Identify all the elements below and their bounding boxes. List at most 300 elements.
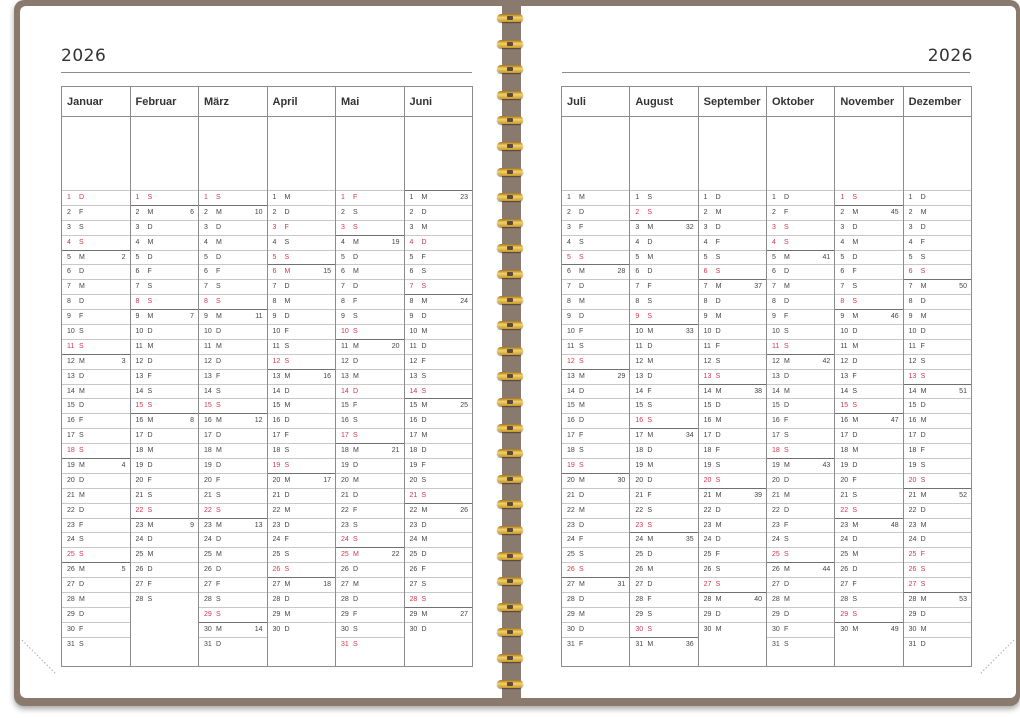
day-row[interactable] bbox=[835, 235, 902, 250]
day-row[interactable] bbox=[62, 264, 130, 279]
day-row[interactable] bbox=[405, 279, 473, 294]
day-row[interactable] bbox=[904, 473, 971, 488]
day-row[interactable] bbox=[630, 503, 697, 518]
day-row[interactable] bbox=[562, 503, 629, 518]
day-row[interactable] bbox=[131, 562, 199, 577]
day-row[interactable] bbox=[62, 384, 130, 399]
day-row[interactable] bbox=[630, 279, 697, 294]
day-row[interactable] bbox=[562, 384, 629, 399]
day-row[interactable] bbox=[268, 413, 336, 428]
day-row[interactable] bbox=[835, 369, 902, 384]
day-row[interactable] bbox=[835, 562, 902, 577]
day-row[interactable] bbox=[336, 547, 404, 562]
day-row[interactable] bbox=[699, 205, 766, 220]
day-row[interactable] bbox=[562, 250, 629, 265]
day-row[interactable] bbox=[336, 488, 404, 503]
day-row[interactable] bbox=[835, 294, 902, 309]
day-row[interactable] bbox=[268, 473, 336, 488]
day-row[interactable] bbox=[562, 205, 629, 220]
day-row[interactable] bbox=[904, 250, 971, 265]
day-row[interactable] bbox=[767, 398, 834, 413]
day-row[interactable] bbox=[835, 413, 902, 428]
day-row[interactable] bbox=[562, 473, 629, 488]
day-row[interactable] bbox=[562, 518, 629, 533]
day-row[interactable] bbox=[268, 532, 336, 547]
day-row[interactable] bbox=[699, 369, 766, 384]
day-row[interactable] bbox=[630, 413, 697, 428]
day-row[interactable] bbox=[199, 339, 267, 354]
day-row[interactable] bbox=[767, 309, 834, 324]
day-row[interactable] bbox=[699, 384, 766, 399]
day-row[interactable] bbox=[835, 488, 902, 503]
day-row[interactable] bbox=[562, 577, 629, 592]
day-row[interactable] bbox=[62, 398, 130, 413]
day-row[interactable] bbox=[562, 562, 629, 577]
day-row[interactable] bbox=[835, 190, 902, 205]
day-row[interactable] bbox=[199, 250, 267, 265]
day-row[interactable] bbox=[405, 577, 473, 592]
day-row[interactable] bbox=[630, 622, 697, 637]
day-row[interactable] bbox=[199, 384, 267, 399]
day-row[interactable] bbox=[835, 384, 902, 399]
day-row[interactable] bbox=[336, 398, 404, 413]
day-row[interactable] bbox=[131, 577, 199, 592]
day-row[interactable] bbox=[131, 339, 199, 354]
day-row[interactable] bbox=[835, 473, 902, 488]
day-row[interactable] bbox=[336, 235, 404, 250]
day-row[interactable] bbox=[62, 637, 130, 652]
day-row[interactable] bbox=[835, 309, 902, 324]
day-row[interactable] bbox=[199, 458, 267, 473]
day-row[interactable] bbox=[199, 190, 267, 205]
day-row[interactable] bbox=[268, 309, 336, 324]
day-row[interactable] bbox=[268, 518, 336, 533]
day-row[interactable] bbox=[405, 250, 473, 265]
day-row[interactable] bbox=[904, 354, 971, 369]
notes-area[interactable] bbox=[131, 117, 199, 190]
day-row[interactable] bbox=[131, 220, 199, 235]
day-row[interactable] bbox=[699, 518, 766, 533]
day-row[interactable] bbox=[131, 532, 199, 547]
day-row[interactable] bbox=[62, 339, 130, 354]
day-row[interactable] bbox=[199, 398, 267, 413]
day-row[interactable] bbox=[835, 622, 902, 637]
day-row[interactable] bbox=[199, 622, 267, 637]
day-row[interactable] bbox=[630, 339, 697, 354]
day-row[interactable] bbox=[405, 369, 473, 384]
day-row[interactable] bbox=[699, 324, 766, 339]
day-row[interactable] bbox=[630, 428, 697, 443]
day-row[interactable] bbox=[405, 443, 473, 458]
day-row[interactable] bbox=[62, 488, 130, 503]
day-row[interactable] bbox=[336, 220, 404, 235]
day-row[interactable] bbox=[562, 369, 629, 384]
day-row[interactable] bbox=[699, 279, 766, 294]
day-row[interactable] bbox=[199, 592, 267, 607]
day-row[interactable] bbox=[268, 279, 336, 294]
day-row[interactable] bbox=[62, 443, 130, 458]
day-row[interactable] bbox=[835, 607, 902, 622]
day-row[interactable] bbox=[199, 220, 267, 235]
day-row[interactable] bbox=[699, 428, 766, 443]
day-row[interactable] bbox=[767, 428, 834, 443]
day-row[interactable] bbox=[904, 547, 971, 562]
day-row[interactable] bbox=[199, 205, 267, 220]
day-row[interactable] bbox=[562, 637, 629, 652]
notes-area[interactable] bbox=[767, 117, 834, 190]
day-row[interactable] bbox=[767, 473, 834, 488]
day-row[interactable] bbox=[405, 309, 473, 324]
day-row[interactable] bbox=[131, 264, 199, 279]
day-row[interactable] bbox=[835, 398, 902, 413]
day-row[interactable] bbox=[699, 264, 766, 279]
day-row[interactable] bbox=[562, 309, 629, 324]
day-row[interactable] bbox=[336, 384, 404, 399]
day-row[interactable] bbox=[131, 294, 199, 309]
day-row[interactable] bbox=[904, 235, 971, 250]
day-row[interactable] bbox=[336, 622, 404, 637]
day-row[interactable] bbox=[131, 398, 199, 413]
day-row[interactable] bbox=[835, 339, 902, 354]
day-row[interactable] bbox=[562, 294, 629, 309]
day-row[interactable] bbox=[630, 518, 697, 533]
day-row[interactable] bbox=[336, 205, 404, 220]
day-row[interactable] bbox=[405, 324, 473, 339]
day-row[interactable] bbox=[199, 562, 267, 577]
day-row[interactable] bbox=[562, 264, 629, 279]
day-row[interactable] bbox=[199, 607, 267, 622]
day-row[interactable] bbox=[405, 428, 473, 443]
day-row[interactable] bbox=[904, 592, 971, 607]
day-row[interactable] bbox=[767, 294, 834, 309]
day-row[interactable] bbox=[835, 443, 902, 458]
day-row[interactable] bbox=[699, 562, 766, 577]
day-row[interactable] bbox=[62, 592, 130, 607]
day-row[interactable] bbox=[131, 279, 199, 294]
day-row[interactable] bbox=[904, 205, 971, 220]
day-row[interactable] bbox=[699, 354, 766, 369]
day-row[interactable] bbox=[268, 354, 336, 369]
day-row[interactable] bbox=[630, 369, 697, 384]
day-row[interactable] bbox=[336, 503, 404, 518]
day-row[interactable] bbox=[268, 577, 336, 592]
day-row[interactable] bbox=[199, 577, 267, 592]
day-row[interactable] bbox=[131, 518, 199, 533]
day-row[interactable] bbox=[699, 398, 766, 413]
day-row[interactable] bbox=[62, 235, 130, 250]
day-row[interactable] bbox=[562, 547, 629, 562]
day-row[interactable] bbox=[767, 354, 834, 369]
day-row[interactable] bbox=[62, 547, 130, 562]
day-row[interactable] bbox=[268, 205, 336, 220]
day-row[interactable] bbox=[767, 369, 834, 384]
day-row[interactable] bbox=[268, 428, 336, 443]
day-row[interactable] bbox=[630, 250, 697, 265]
day-row[interactable] bbox=[562, 607, 629, 622]
notes-area[interactable] bbox=[699, 117, 766, 190]
day-row[interactable] bbox=[405, 562, 473, 577]
day-row[interactable] bbox=[562, 220, 629, 235]
day-row[interactable] bbox=[336, 309, 404, 324]
day-row[interactable] bbox=[268, 190, 336, 205]
day-row[interactable] bbox=[336, 607, 404, 622]
day-row[interactable] bbox=[699, 473, 766, 488]
day-row[interactable] bbox=[835, 264, 902, 279]
day-row[interactable] bbox=[699, 220, 766, 235]
day-row[interactable] bbox=[131, 384, 199, 399]
day-row[interactable] bbox=[699, 309, 766, 324]
day-row[interactable] bbox=[62, 532, 130, 547]
day-row[interactable] bbox=[131, 369, 199, 384]
day-row[interactable] bbox=[405, 607, 473, 622]
day-row[interactable] bbox=[904, 294, 971, 309]
day-row[interactable] bbox=[62, 607, 130, 622]
day-row[interactable] bbox=[62, 369, 130, 384]
day-row[interactable] bbox=[699, 235, 766, 250]
day-row[interactable] bbox=[835, 532, 902, 547]
day-row[interactable] bbox=[699, 488, 766, 503]
day-row[interactable] bbox=[405, 458, 473, 473]
day-row[interactable] bbox=[904, 607, 971, 622]
day-row[interactable] bbox=[562, 443, 629, 458]
day-row[interactable] bbox=[62, 503, 130, 518]
day-row[interactable] bbox=[405, 264, 473, 279]
day-row[interactable] bbox=[904, 309, 971, 324]
day-row[interactable] bbox=[562, 622, 629, 637]
day-row[interactable] bbox=[767, 622, 834, 637]
day-row[interactable] bbox=[199, 279, 267, 294]
day-row[interactable] bbox=[62, 562, 130, 577]
day-row[interactable] bbox=[630, 190, 697, 205]
notes-area[interactable] bbox=[199, 117, 267, 190]
day-row[interactable] bbox=[630, 532, 697, 547]
day-row[interactable] bbox=[630, 384, 697, 399]
day-row[interactable] bbox=[199, 503, 267, 518]
notes-area[interactable] bbox=[562, 117, 629, 190]
day-row[interactable] bbox=[336, 443, 404, 458]
day-row[interactable] bbox=[131, 592, 199, 607]
day-row[interactable] bbox=[904, 324, 971, 339]
day-row[interactable] bbox=[767, 547, 834, 562]
day-row[interactable] bbox=[835, 518, 902, 533]
day-row[interactable] bbox=[767, 577, 834, 592]
day-row[interactable] bbox=[699, 532, 766, 547]
day-row[interactable] bbox=[562, 324, 629, 339]
day-row[interactable] bbox=[699, 577, 766, 592]
day-row[interactable] bbox=[62, 354, 130, 369]
day-row[interactable] bbox=[767, 413, 834, 428]
day-row[interactable] bbox=[199, 518, 267, 533]
day-row[interactable] bbox=[630, 443, 697, 458]
day-row[interactable] bbox=[835, 279, 902, 294]
day-row[interactable] bbox=[336, 473, 404, 488]
day-row[interactable] bbox=[562, 592, 629, 607]
day-row[interactable] bbox=[904, 458, 971, 473]
day-row[interactable] bbox=[904, 413, 971, 428]
day-row[interactable] bbox=[699, 294, 766, 309]
day-row[interactable] bbox=[904, 339, 971, 354]
day-row[interactable] bbox=[904, 488, 971, 503]
day-row[interactable] bbox=[405, 235, 473, 250]
day-row[interactable] bbox=[904, 518, 971, 533]
day-row[interactable] bbox=[767, 205, 834, 220]
day-row[interactable] bbox=[268, 264, 336, 279]
day-row[interactable] bbox=[268, 458, 336, 473]
day-row[interactable] bbox=[405, 354, 473, 369]
day-row[interactable] bbox=[131, 473, 199, 488]
day-row[interactable] bbox=[131, 547, 199, 562]
day-row[interactable] bbox=[699, 592, 766, 607]
day-row[interactable] bbox=[336, 413, 404, 428]
day-row[interactable] bbox=[904, 264, 971, 279]
day-row[interactable] bbox=[268, 607, 336, 622]
day-row[interactable] bbox=[131, 458, 199, 473]
day-row[interactable] bbox=[336, 294, 404, 309]
day-row[interactable] bbox=[405, 205, 473, 220]
day-row[interactable] bbox=[767, 279, 834, 294]
day-row[interactable] bbox=[835, 547, 902, 562]
day-row[interactable] bbox=[62, 622, 130, 637]
notes-area[interactable] bbox=[835, 117, 902, 190]
day-row[interactable] bbox=[62, 413, 130, 428]
day-row[interactable] bbox=[630, 488, 697, 503]
notes-area[interactable] bbox=[62, 117, 130, 190]
day-row[interactable] bbox=[904, 577, 971, 592]
day-row[interactable] bbox=[904, 503, 971, 518]
day-row[interactable] bbox=[767, 592, 834, 607]
day-row[interactable] bbox=[835, 503, 902, 518]
day-row[interactable] bbox=[336, 369, 404, 384]
notes-area[interactable] bbox=[268, 117, 336, 190]
day-row[interactable] bbox=[62, 473, 130, 488]
day-row[interactable] bbox=[904, 443, 971, 458]
day-row[interactable] bbox=[405, 622, 473, 637]
day-row[interactable] bbox=[767, 503, 834, 518]
day-row[interactable] bbox=[131, 235, 199, 250]
day-row[interactable] bbox=[767, 384, 834, 399]
day-row[interactable] bbox=[904, 279, 971, 294]
day-row[interactable] bbox=[62, 205, 130, 220]
day-row[interactable] bbox=[630, 607, 697, 622]
day-row[interactable] bbox=[904, 384, 971, 399]
day-row[interactable] bbox=[630, 324, 697, 339]
day-row[interactable] bbox=[268, 339, 336, 354]
day-row[interactable] bbox=[699, 190, 766, 205]
day-row[interactable] bbox=[199, 309, 267, 324]
day-row[interactable] bbox=[199, 443, 267, 458]
day-row[interactable] bbox=[699, 443, 766, 458]
day-row[interactable] bbox=[562, 458, 629, 473]
day-row[interactable] bbox=[268, 503, 336, 518]
day-row[interactable] bbox=[767, 637, 834, 652]
day-row[interactable] bbox=[62, 428, 130, 443]
day-row[interactable] bbox=[268, 369, 336, 384]
day-row[interactable] bbox=[562, 413, 629, 428]
day-row[interactable] bbox=[904, 398, 971, 413]
day-row[interactable] bbox=[562, 235, 629, 250]
day-row[interactable] bbox=[336, 577, 404, 592]
day-row[interactable] bbox=[405, 503, 473, 518]
day-row[interactable] bbox=[405, 488, 473, 503]
day-row[interactable] bbox=[199, 532, 267, 547]
day-row[interactable] bbox=[62, 577, 130, 592]
day-row[interactable] bbox=[268, 592, 336, 607]
day-row[interactable] bbox=[268, 384, 336, 399]
day-row[interactable] bbox=[268, 443, 336, 458]
day-row[interactable] bbox=[835, 250, 902, 265]
day-row[interactable] bbox=[268, 398, 336, 413]
day-row[interactable] bbox=[767, 488, 834, 503]
day-row[interactable] bbox=[630, 309, 697, 324]
day-row[interactable] bbox=[268, 488, 336, 503]
day-row[interactable] bbox=[767, 220, 834, 235]
day-row[interactable] bbox=[699, 413, 766, 428]
day-row[interactable] bbox=[562, 354, 629, 369]
day-row[interactable] bbox=[767, 190, 834, 205]
day-row[interactable] bbox=[268, 235, 336, 250]
day-row[interactable] bbox=[131, 428, 199, 443]
day-row[interactable] bbox=[131, 503, 199, 518]
day-row[interactable] bbox=[405, 190, 473, 205]
day-row[interactable] bbox=[630, 398, 697, 413]
day-row[interactable] bbox=[835, 458, 902, 473]
day-row[interactable] bbox=[131, 324, 199, 339]
day-row[interactable] bbox=[904, 637, 971, 652]
day-row[interactable] bbox=[562, 398, 629, 413]
day-row[interactable] bbox=[767, 250, 834, 265]
day-row[interactable] bbox=[405, 339, 473, 354]
day-row[interactable] bbox=[835, 428, 902, 443]
day-row[interactable] bbox=[62, 324, 130, 339]
day-row[interactable] bbox=[405, 413, 473, 428]
day-row[interactable] bbox=[835, 205, 902, 220]
day-row[interactable] bbox=[767, 532, 834, 547]
day-row[interactable] bbox=[336, 279, 404, 294]
day-row[interactable] bbox=[630, 562, 697, 577]
day-row[interactable] bbox=[268, 324, 336, 339]
day-row[interactable] bbox=[904, 622, 971, 637]
day-row[interactable] bbox=[199, 324, 267, 339]
day-row[interactable] bbox=[767, 607, 834, 622]
day-row[interactable] bbox=[405, 384, 473, 399]
day-row[interactable] bbox=[405, 398, 473, 413]
day-row[interactable] bbox=[131, 250, 199, 265]
day-row[interactable] bbox=[62, 250, 130, 265]
day-row[interactable] bbox=[767, 339, 834, 354]
day-row[interactable] bbox=[405, 473, 473, 488]
day-row[interactable] bbox=[699, 458, 766, 473]
day-row[interactable] bbox=[336, 518, 404, 533]
day-row[interactable] bbox=[767, 443, 834, 458]
notes-area[interactable] bbox=[630, 117, 697, 190]
day-row[interactable] bbox=[62, 294, 130, 309]
day-row[interactable] bbox=[199, 637, 267, 652]
day-row[interactable] bbox=[199, 413, 267, 428]
day-row[interactable] bbox=[131, 413, 199, 428]
day-row[interactable] bbox=[699, 339, 766, 354]
notes-area[interactable] bbox=[336, 117, 404, 190]
day-row[interactable] bbox=[199, 235, 267, 250]
day-row[interactable] bbox=[562, 532, 629, 547]
day-row[interactable] bbox=[62, 190, 130, 205]
day-row[interactable] bbox=[835, 354, 902, 369]
day-row[interactable] bbox=[630, 264, 697, 279]
day-row[interactable] bbox=[131, 443, 199, 458]
day-row[interactable] bbox=[268, 562, 336, 577]
day-row[interactable] bbox=[336, 562, 404, 577]
day-row[interactable] bbox=[835, 592, 902, 607]
day-row[interactable] bbox=[131, 205, 199, 220]
